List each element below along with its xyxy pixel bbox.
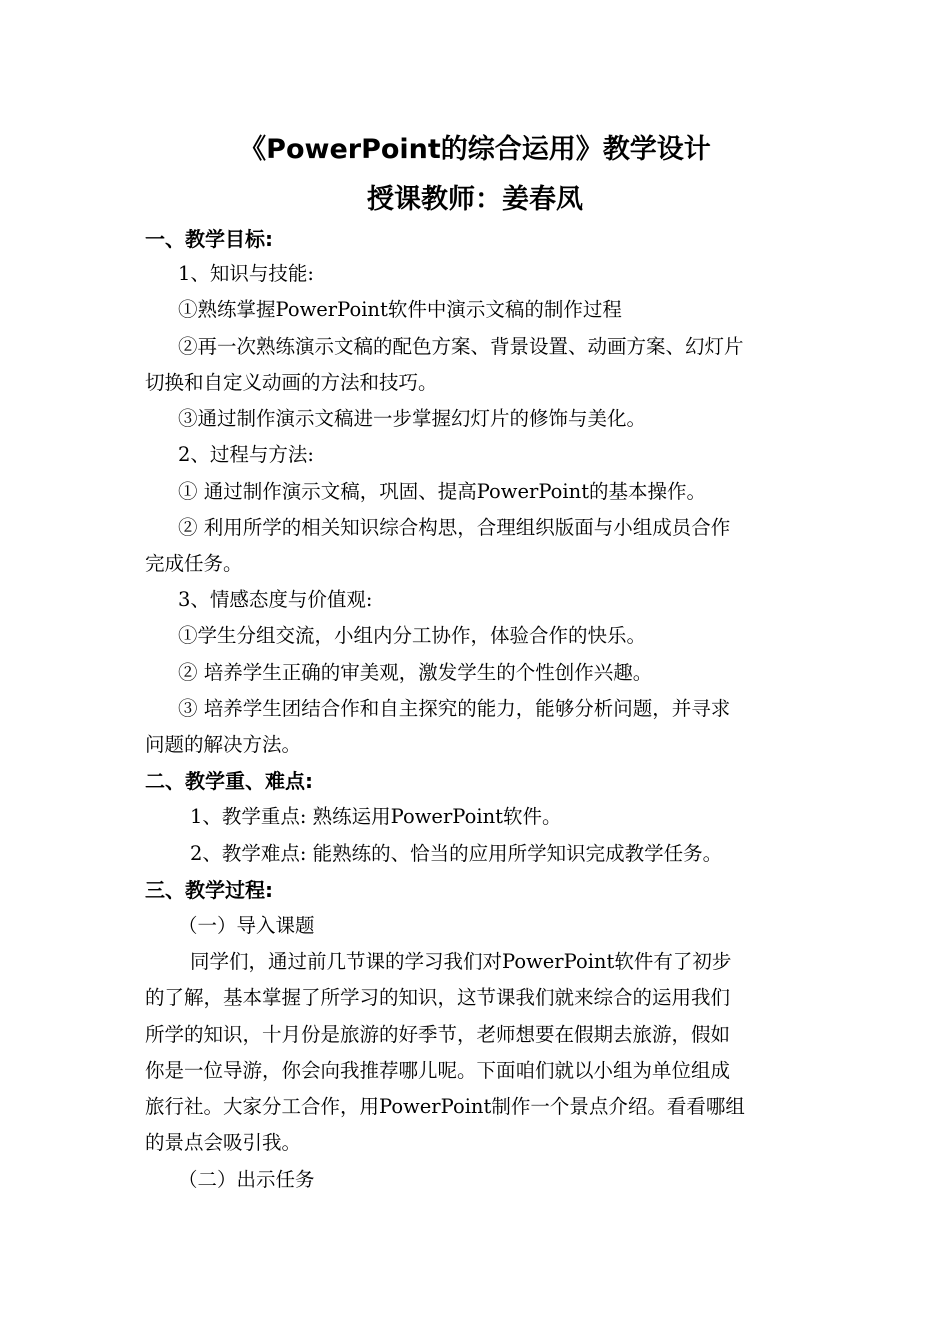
paragraph-line: ② 培养学生正确的审美观，激发学生的个性创作兴趣。: [178, 661, 653, 684]
paragraph-line: 你是一位导游，你会向我推荐哪儿呢。下面咱们就以小组为单位组成: [145, 1059, 731, 1082]
subheading-task: （二）出示任务: [178, 1168, 315, 1191]
paragraph-line: 问题的解决方法。: [145, 733, 302, 756]
paragraph-line: 1、教学重点: 熟练运用PowerPoint软件。: [190, 805, 562, 828]
paragraph-line: ③通过制作演示文稿进一步掌握幻灯片的修饰与美化。: [178, 407, 647, 430]
paragraph-line: 完成任务。: [145, 552, 243, 575]
paragraph-line: ①学生分组交流，小组内分工协作，体验合作的快乐。: [178, 624, 647, 647]
paragraph-line: 2、教学难点: 能熟练的、恰当的应用所学知识完成教学任务。: [190, 842, 723, 865]
section-heading-keypoints: 二、教学重、难点:: [145, 769, 313, 793]
paragraph-line: 的景点会吸引我。: [145, 1131, 302, 1154]
document-title: 《PowerPoint的综合运用》教学设计: [239, 134, 711, 165]
subheading-knowledge: 1、知识与技能:: [178, 262, 314, 285]
paragraph-line: 同学们，通过前几节课的学习我们对PowerPoint软件有了初步: [190, 950, 732, 973]
paragraph-line: 旅行社。大家分工合作，用PowerPoint制作一个景点介绍。看看哪组: [145, 1095, 745, 1118]
paragraph-line: ① 通过制作演示文稿，巩固、提高PowerPoint的基本操作。: [178, 480, 707, 503]
paragraph-line: ③ 培养学生团结合作和自主探究的能力，能够分析问题，并寻求: [178, 697, 731, 720]
paragraph-line: 所学的知识，十月份是旅游的好季节，老师想要在假期去旅游，假如: [145, 1023, 731, 1046]
paragraph-line: 的了解，基本掌握了所学习的知识，这节课我们就来综合的运用我们: [145, 986, 731, 1009]
subheading-process: 2、过程与方法:: [178, 443, 314, 466]
teacher-name: 授课教师：姜春凤: [367, 184, 583, 215]
section-heading-procedure: 三、教学过程:: [145, 878, 273, 902]
subheading-emotion: 3、情感态度与价值观:: [178, 588, 373, 611]
paragraph-line: ①熟练掌握PowerPoint软件中演示文稿的制作过程: [178, 298, 622, 321]
paragraph-line: 切换和自定义动画的方法和技巧。: [145, 371, 438, 394]
paragraph-line: ② 利用所学的相关知识综合构思，合理组织版面与小组成员合作: [178, 516, 731, 539]
section-heading-objectives: 一、教学目标:: [145, 227, 273, 251]
subheading-intro: （一）导入课题: [178, 914, 315, 937]
paragraph-line: ②再一次熟练演示文稿的配色方案、背景设置、动画方案、幻灯片: [178, 335, 744, 358]
